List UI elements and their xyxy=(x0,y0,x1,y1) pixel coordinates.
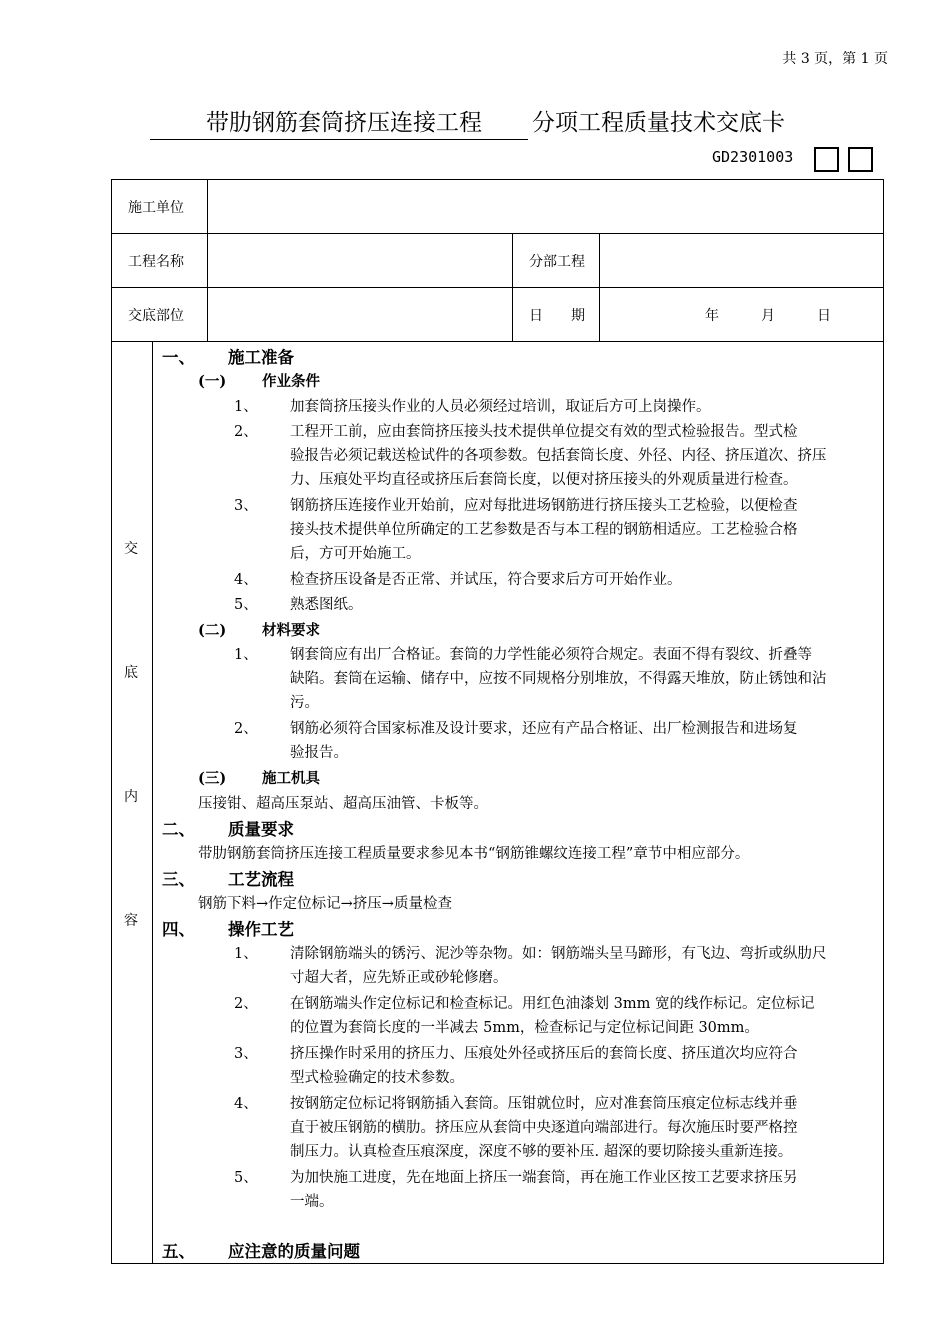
sub-project-label: 分部工程 xyxy=(513,234,600,288)
item-num: 3、 xyxy=(234,1046,258,1062)
item-num: 3、 xyxy=(234,498,258,514)
process-text: 钢筋下料→作定位标记→挤压→质量检查 xyxy=(198,896,452,912)
disclosure-part-value[interactable] xyxy=(208,288,513,342)
sub-project-value[interactable] xyxy=(600,234,884,288)
vertical-label-char: 容 xyxy=(124,913,138,929)
item-line: 挤压操作时采用的挤压力、压痕处外径或挤压后的套筒长度、挤压道次均应符合 xyxy=(290,1046,798,1062)
date-value[interactable]: 年 月 日 xyxy=(600,288,884,342)
section-5-num: 五、 xyxy=(162,1242,195,1261)
date-label: 日 期 xyxy=(513,288,600,342)
item-line: 制压力。认真检查压痕深度，深度不够的要补压. 超深的要切除接头重新连接。 xyxy=(290,1144,793,1160)
item-num: 5、 xyxy=(234,1170,258,1186)
item-num: 2、 xyxy=(234,721,258,737)
item-line: 在钢筋端头作定位标记和检查标记。用红色油漆划 3mm 宽的线作标记。定位标记 xyxy=(290,996,815,1012)
item-line: 寸超大者，应先矫正或砂轮修磨。 xyxy=(290,970,508,986)
item-num: 1、 xyxy=(234,946,258,962)
item-num: 1、 xyxy=(234,399,258,415)
item-line: 钢套筒应有出厂合格证。套筒的力学性能必须符合规定。表面不得有裂纹、折叠等 xyxy=(290,647,812,663)
project-name-value[interactable] xyxy=(208,234,513,288)
item-line: 加套筒挤压接头作业的人员必须经过培训，取证后方可上岗操作。 xyxy=(290,399,711,415)
item-line: 工程开工前，应由套筒挤压接头技术提供单位提交有效的型式检验报告。型式检 xyxy=(290,424,798,440)
subsection-3-num: (三) xyxy=(198,770,227,787)
item-line: 验报告。 xyxy=(290,745,348,761)
item-line: 清除钢筋端头的锈污、泥沙等杂物。如：钢筋端头呈马蹄形，有飞边、弯折或纵肋尺 xyxy=(290,946,827,962)
disclosure-part-label: 交底部位 xyxy=(112,288,208,342)
section-3-num: 三、 xyxy=(162,870,195,889)
item-num: 4、 xyxy=(234,1096,258,1112)
vertical-label-char: 底 xyxy=(124,665,138,681)
form-code: GD2301003 xyxy=(712,148,794,166)
quality-text: 带肋钢筋套筒挤压连接工程质量要求参见本书“钢筋锥螺纹连接工程”章节中相应部分。 xyxy=(198,846,750,862)
item-line: 一端。 xyxy=(290,1194,334,1210)
section-4-title: 操作工艺 xyxy=(228,920,294,939)
item-line: 钢筋必须符合国家标准及设计要求，还应有产品合格证、出厂检测报告和进场复 xyxy=(290,721,798,737)
construction-unit-label: 施工单位 xyxy=(112,180,208,234)
section-1-num: 一、 xyxy=(162,348,195,367)
item-num: 4、 xyxy=(234,572,258,588)
item-line: 后，方可开始施工。 xyxy=(290,546,421,562)
section-2-num: 二、 xyxy=(162,820,195,839)
disclosure-content xyxy=(111,342,884,1264)
item-line: 钢筋挤压连接作业开始前，应对每批进场钢筋进行挤压接头工艺检验，以便检查 xyxy=(290,498,798,514)
section-1-title: 施工准备 xyxy=(228,348,294,367)
section-4-num: 四、 xyxy=(162,920,195,939)
section-5-title: 应注意的质量问题 xyxy=(228,1242,360,1261)
subsection-1-num: (一) xyxy=(198,373,227,390)
vertical-label-cell xyxy=(112,342,153,1263)
item-num: 1、 xyxy=(234,647,258,663)
item-line: 的位置为套筒长度的一半减去 5mm，检查标记与定位标记间距 30mm。 xyxy=(290,1020,759,1036)
item-line: 直于被压钢筋的横肋。挤压应从套筒中央逐道向端部进行。每次施压时要严格控 xyxy=(290,1120,798,1136)
subsection-2-num: (二) xyxy=(198,622,227,639)
vertical-label-char: 内 xyxy=(124,789,138,805)
page-title xyxy=(150,104,850,140)
item-line: 检查挤压设备是否正常、并试压，符合要求后方可开始作业。 xyxy=(290,572,682,588)
checkbox-2[interactable] xyxy=(848,147,873,172)
project-name-label: 工程名称 xyxy=(112,234,208,288)
subsection-3-title: 施工机具 xyxy=(262,770,320,787)
item-num: 2、 xyxy=(234,996,258,1012)
page-info: 共 3 页，第 1 页 xyxy=(782,51,888,67)
item-line: 为加快施工进度，先在地面上挤压一端套筒，再在施工作业区按工艺要求挤压另 xyxy=(290,1170,798,1186)
item-line: 缺陷。套筒在运输、储存中，应按不同规格分别堆放，不得露天堆放，防止锈蚀和沾 xyxy=(290,671,827,687)
vertical-label-char: 交 xyxy=(124,541,138,557)
item-line: 验报告必须记载送检试件的各项参数。包括套筒长度、外径、内径、挤压道次、挤压 xyxy=(290,448,827,464)
subsection-1-title: 作业条件 xyxy=(262,373,320,390)
construction-unit-value[interactable] xyxy=(208,180,884,234)
tools-text: 压接钳、超高压泵站、超高压油管、卡板等。 xyxy=(198,796,488,812)
checkbox-1[interactable] xyxy=(814,147,839,172)
title-rest: 分项工程质量技术交底卡 xyxy=(532,110,785,136)
item-num: 5、 xyxy=(234,597,258,613)
section-3-title: 工艺流程 xyxy=(228,870,294,889)
item-line: 力、压痕处平均直径或挤压后套筒长度，以便对挤压接头的外观质量进行检查。 xyxy=(290,472,798,488)
item-line: 型式检验确定的技术参数。 xyxy=(290,1070,464,1086)
item-line: 熟悉图纸。 xyxy=(290,597,363,613)
item-num: 2、 xyxy=(234,424,258,440)
subsection-2-title: 材料要求 xyxy=(262,622,320,639)
item-line: 接头技术提供单位所确定的工艺参数是否与本工程的钢筋相适应。工艺检验合格 xyxy=(290,522,798,538)
item-line: 污。 xyxy=(290,695,319,711)
item-line: 按钢筋定位标记将钢筋插入套筒。压钳就位时，应对准套筒压痕定位标志线并垂 xyxy=(290,1096,798,1112)
title-project: 带肋钢筋套筒挤压连接工程 xyxy=(150,104,528,140)
section-2-title: 质量要求 xyxy=(228,820,294,839)
header-table xyxy=(111,179,884,342)
